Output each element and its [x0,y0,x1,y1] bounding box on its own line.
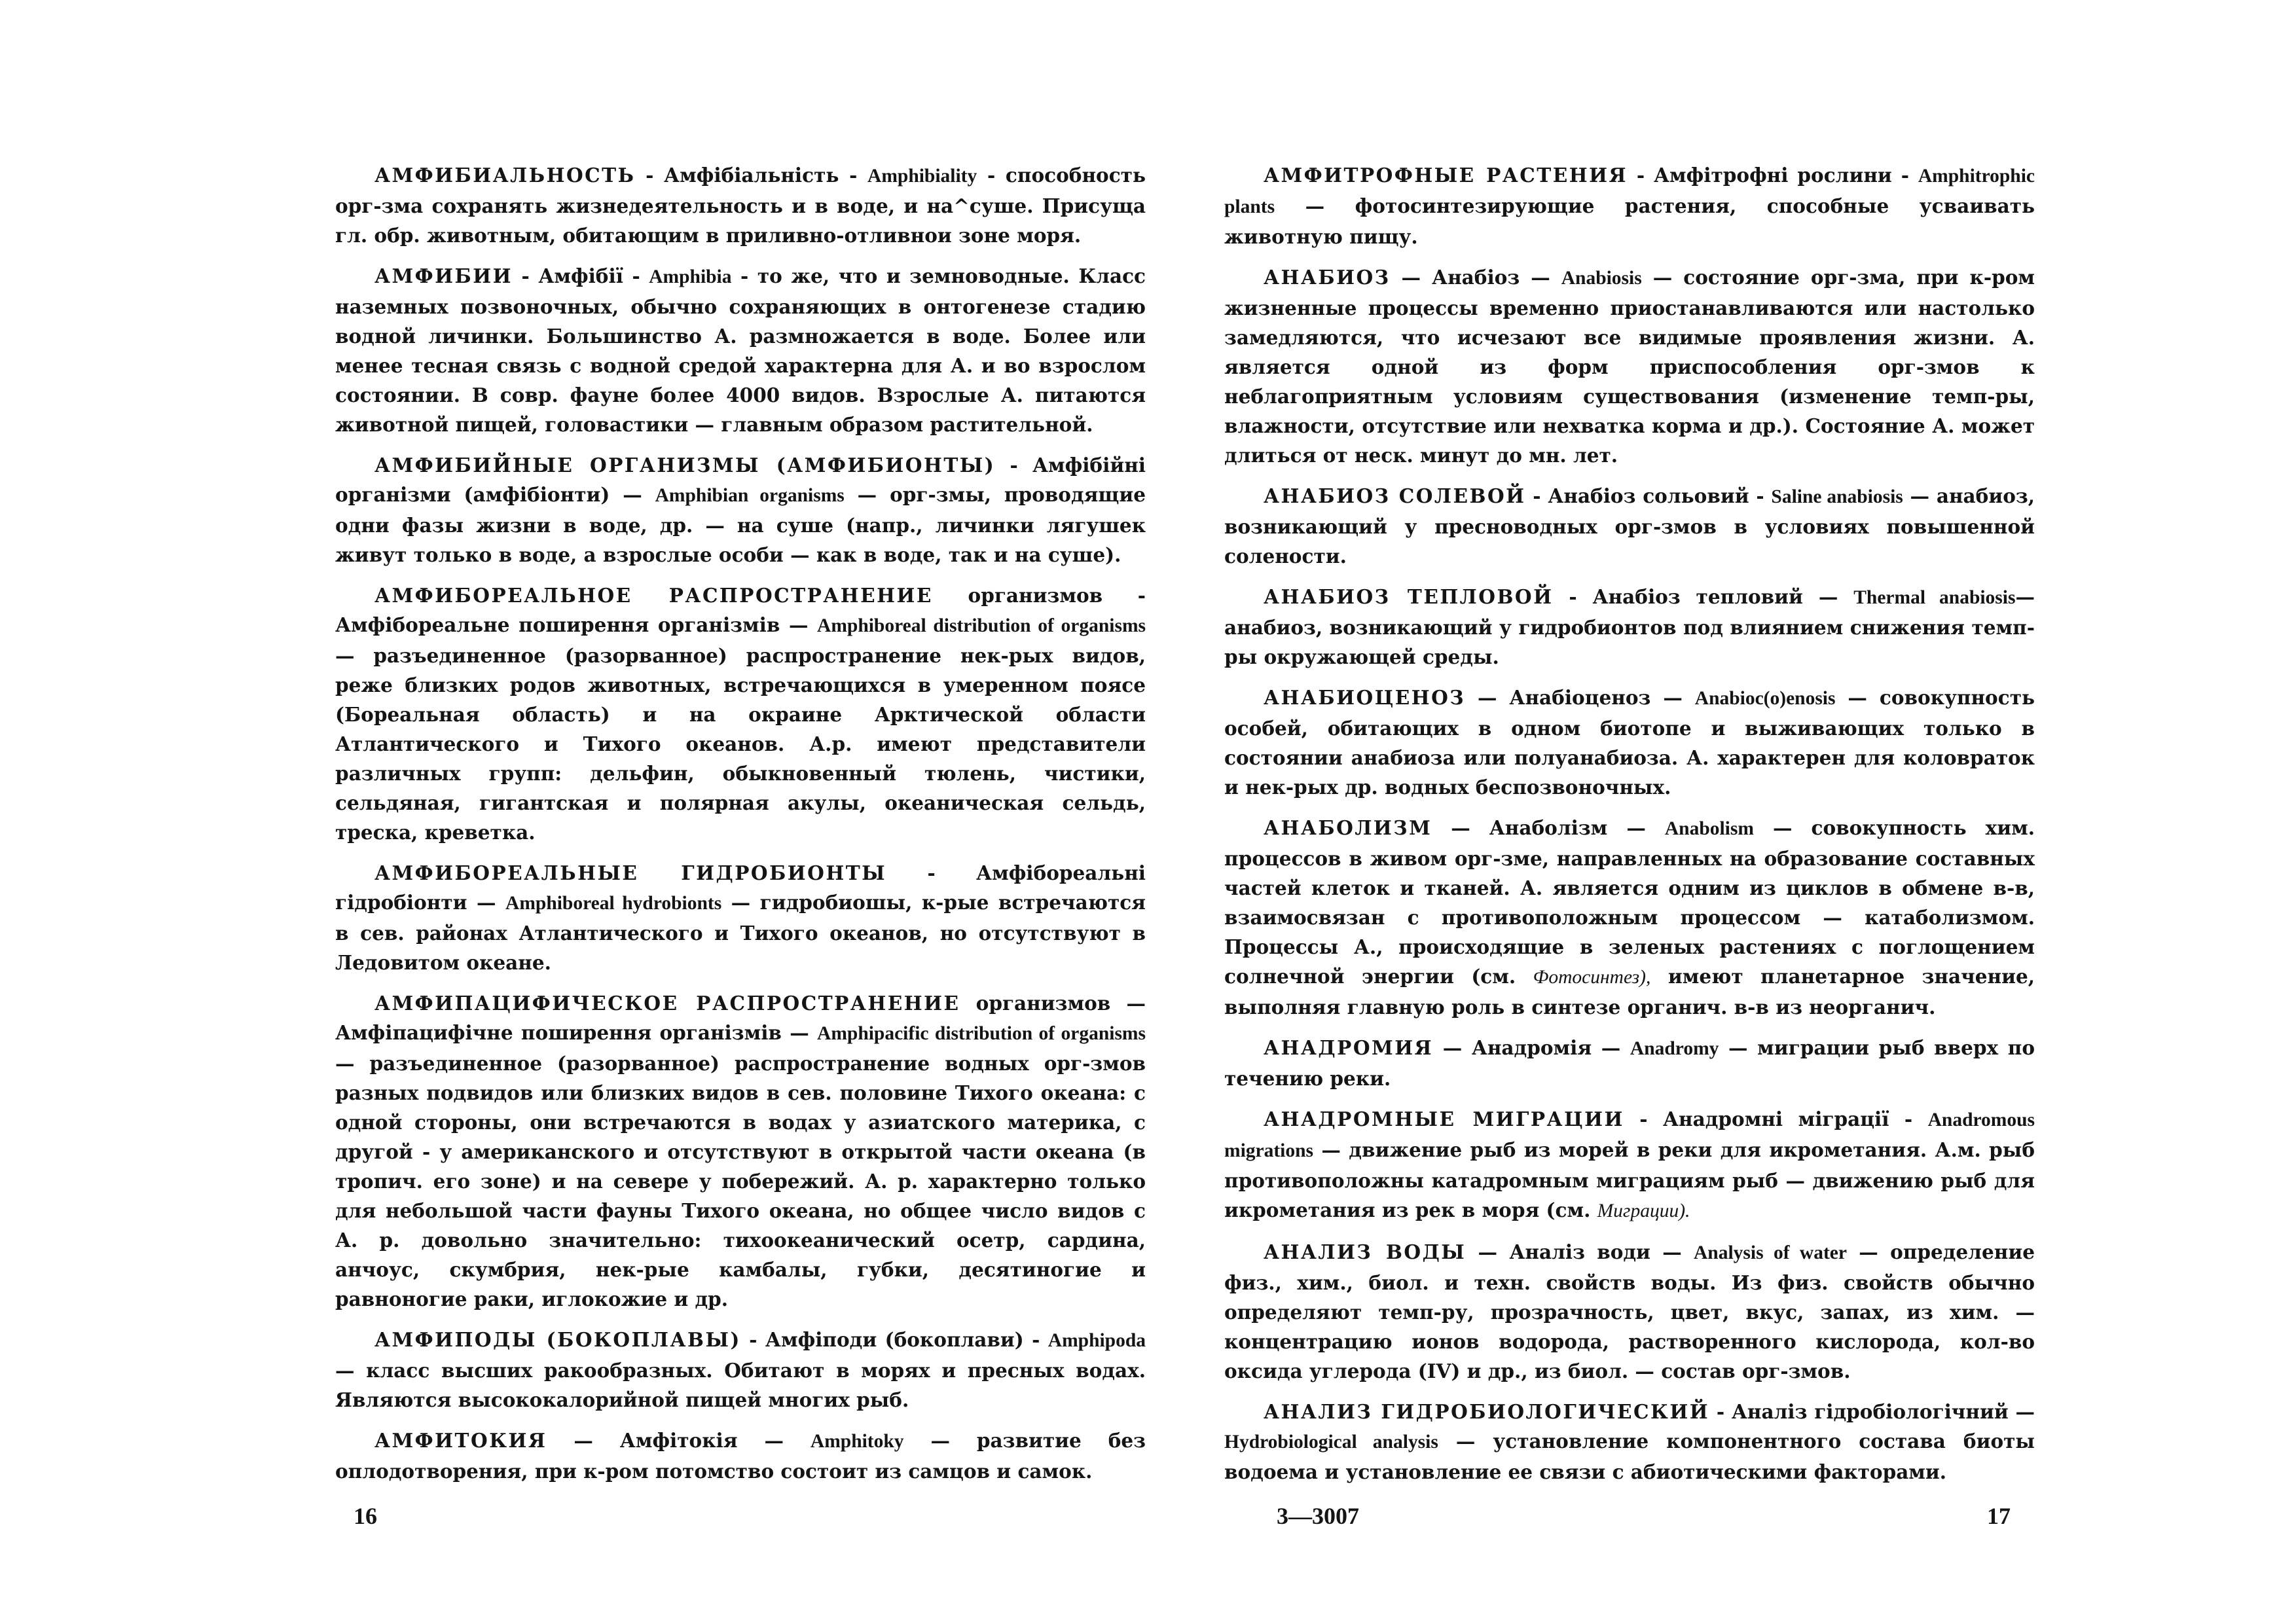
entry-english-term: Anabiosis [1561,268,1642,289]
entry-translation: - Анабіоз тепловий — [1553,585,1854,608]
entry-translation: — Анабіоз — [1390,266,1561,289]
entry-translation: - Амфібіальність - [635,164,868,187]
entry-english-term: Amphibian organisms [655,485,845,506]
entry-english-term: Anadromy [1630,1038,1719,1059]
entry-definition: — анабиоз, возникающий у пресноводных орг-змов в условиях повышенной солености. [1224,484,2035,568]
entry-translation: организмов - Амфібореальне поширення організмів — [335,584,1146,636]
entry-definition: — анабиоз, возникающий у гидробионтов под влиянием снижения темп-ры окружающей среды. [1224,585,2035,668]
entry-translation: - Анадромні міграції - [1624,1108,1928,1130]
dictionary-entry [1224,582,2035,672]
entry-english-term: Amphipoda [1048,1330,1146,1351]
entry-translation: — Анаболізм — [1432,816,1665,839]
entry-english-term: Amphiboreal hydrobionts [505,893,722,914]
dictionary-entry [335,450,1146,569]
dictionary-entry [1224,1104,2035,1226]
entry-english-term: Anadromous migrations [1224,1110,2035,1161]
entry-definition: — класс высших ракообразных. Обитают в морях и пресных водах. Являются высококалорийной пищей многих рыб. [335,1359,1146,1411]
entry-translation: - Анабіоз сольовий - [1525,484,1772,507]
entry-english-term: Analysis of water [1694,1242,1847,1263]
entry-headword: АМФИПАЦИФИЧЕСКОЕ РАСПРОСТРАНЕНИЕ [374,992,960,1015]
entry-definition: — гидробиошы, к-рые встречаются в сев. районах Атлантического и Тихого океанов, но отсутствуют в Ледовитом океане. [335,891,1146,974]
entry-english-term: Saline anabiosis [1771,486,1903,507]
entry-english-term: Amphitrophic plants [1224,166,2035,217]
entry-headword: АМФИБИИ [374,264,513,287]
entry-english-term: Amphibiality [867,166,977,187]
entry-translation: - Амфібореальні гідробіонти — [335,861,1146,914]
entry-translation: - Амфіподи (бокоплави) - [740,1328,1048,1351]
entry-translation: — Анадромія — [1433,1036,1630,1059]
entry-definition: — движение рыб из морей в реки для икрометания. А.м. рыб противоположны катадромным миграциям рыб — движению рыб для икрометания из рек в моря (см. [1224,1138,2035,1221]
entry-definition: — разъединенное (разорванное) распространение нек-рых видов, реже близких родов животных, встречающихся в умеренном поясе (Бореальная область) и на окраине Арктической области Атлантического и Тихого океанов. А.р. имеют представители различных групп: дельфин, обыкновенный тюлень, чистики, сельдяная, гигантская и полярная акулы, океаническая сельдь, треска, креветка. [335,644,1146,844]
entry-definition: — установление компонентного состава биоты водоема и установление ее связи с абиотическими факторами. [1224,1430,2035,1483]
entry-headword: АМФИТОКИЯ [374,1429,547,1452]
entry-definition-tail: имеют планетарное значение, выполняя главную роль в синтезе органич. в-в из неорганич. [1224,965,2035,1019]
page-number-left: 16 [354,1503,377,1529]
entry-english-term: Hydrobiological analysis [1224,1432,1438,1453]
entry-english-term: Amphipacific distribution of organisms [817,1023,1146,1044]
entry-translation: — Амфітокія — [547,1429,811,1452]
entry-definition: — фотосинтезирующие растения, способные усваивать животную пищу. [1224,194,2035,248]
entry-headword: АНАЛИЗ ГИДРОБИОЛОГИЧЕСКИЙ [1264,1400,1710,1423]
entry-headword: АНАДРОМНЫЕ МИГРАЦИИ [1264,1108,1624,1130]
entry-headword: АНАБИОЗ ТЕПЛОВОЙ [1264,585,1554,608]
entry-definition: — состояние орг-зма, при к-ром жизненные процессы временно приостанавливаются или настолько замедляются, что исчезают все видимые проявления жизни. А. является одной из форм приспособления орг-змов к неблагоприятным условиям существования (изменение темп-ры, влажности, отсутствие или нехватка корма и др.). Состояние А. может длиться от неск. минут до мн. лет. [1224,266,2035,467]
entry-definition: - то же, что и земноводные. Класс наземных позвоночных, обычно сохраняющих в онтогенезе стадию водной личинки. Большинство А. размножается в воде. Более или менее тесная связь с водной средой характерна для А. и во взрослом состоянии. В совр. фауне более 4000 видов. Взрослые А. питаются животной пищей, головастики — главным образом растительной. [335,264,1146,436]
entry-headword: АМФИБИАЛЬНОСТЬ [374,164,636,187]
dictionary-entry [1224,1397,2035,1487]
printer-signature: 3—3007 [1277,1503,1359,1529]
right-page-column [1224,160,2035,1498]
entry-translation: — Анабіоценоз — [1465,686,1695,709]
entry-translation: - Аналіз гідробіологічний — [1709,1400,2035,1423]
dictionary-entry [335,1426,1146,1486]
entry-headword: АНАБОЛИЗМ [1264,816,1432,839]
entry-english-term: Thermal anabiosis [1853,587,2016,608]
dictionary-entry [335,261,1146,439]
entry-translation: — Аналіз води — [1466,1240,1694,1263]
dictionary-entry [1224,1237,2035,1386]
dictionary-entry [1224,1033,2035,1093]
entry-headword: АНАДРОМИЯ [1264,1036,1434,1059]
dictionary-entry [335,988,1146,1314]
entry-cross-reference: Миграции). [1597,1200,1690,1221]
entry-translation: - Амфітрофні рослини - [1627,164,1918,187]
entry-english-term: Amphibia [649,266,732,287]
left-page-column [335,160,1146,1497]
dictionary-entry [335,858,1146,977]
page-number-right: 17 [1987,1503,2011,1529]
entry-headword: АМФИБОРЕАЛЬНОЕ РАСПРОСТРАНЕНИЕ [374,584,933,607]
entry-english-term: Anabioc(o)enosis [1694,688,1836,709]
dictionary-entry [1224,160,2035,251]
entry-cross-reference: Фотосинтез), [1533,967,1651,988]
dictionary-entry [1224,262,2035,470]
entry-definition: — разъединенное (разорванное) распространение водных орг-змов разных подвидов или близких видов в сев. половине Тихого океана: с одной стороны, они встречаются в водах у азиатского материка, с другой - у американского и отсутствуют в открытой части океана (в тропич. его зоне) и на севере у побережий. А. р. характерно только для небольшой части фауны Тихого океана, но общее число видов с А. р. довольно значительно: тихоокеанический осетр, сардина, анчоус, скумбрия, нек-рые камбалы, губки, десятиногие и равноногие раки, иглокожие и др. [335,1052,1146,1310]
entry-definition: — развитие без оплодотворения, при к-ром потомство состоит из самцов и самок. [335,1429,1146,1483]
dictionary-entry [335,1325,1146,1415]
entry-headword: АНАБИОЗ [1264,266,1391,289]
entry-headword: АНАБИОЗ СОЛЕВОЙ [1264,484,1526,507]
dictionary-entry [335,160,1146,250]
entry-headword: АМФИТРОФНЫЕ РАСТЕНИЯ [1264,164,1628,187]
entry-headword: АНАЛИЗ ВОДЫ [1264,1240,1467,1263]
entry-headword: АМФИБИЙНЫЕ ОРГАНИЗМЫ (АМФИБИОНТЫ) [374,454,996,477]
entry-headword: АНАБИОЦЕНОЗ [1264,686,1466,709]
entry-definition: — совокупность хим. процессов в живом орг-зме, направленных на образование составных частей клеток и тканей. А. является одним из циклов в обмене в-в, взаимосвязан с противоположным процессом — катаболизмом. Процессы А., происходящие в зеленых растениях с поглощением солнечной энергии (см. [1224,816,2035,988]
entry-definition: — определение физ., хим., биол. и техн. свойств воды. Из физ. свойств обычно определяют темп-ру, прозрачность, цвет, вкус, запах, из хим. — концентрацию ионов водорода, растворенного кислорода, кол-во оксида углерода (IV) и др., из биол. — состав орг-змов. [1224,1240,2035,1382]
dictionary-entry [1224,813,2035,1022]
entry-headword: АМФИПОДЫ (БОКОПЛАВЫ) [374,1328,741,1351]
entry-translation: - Амфібійні організми (амфібіонти) — [335,454,1146,506]
entry-translation: организмов — Амфіпацифічне поширення організмів — [335,992,1146,1044]
entry-definition: - способность орг-зма сохранять жизнедеятельность и в воде, и на^суше. Присуща гл. обр. животным, обитающим в приливно-отливнои зоне моря. [335,164,1146,247]
dictionary-entry [1224,481,2035,571]
dictionary-entry [335,581,1146,847]
entry-english-term: Anabolism [1664,818,1754,839]
entry-english-term: Amphitoky [810,1431,904,1452]
entry-english-term: Amphiboreal distribution of organisms [817,615,1146,636]
entry-translation: - Амфібії - [513,264,649,287]
entry-definition: — совокупность особей, обитающих в одном биотопе и выживающих только в состоянии анабиоза или полуанабиоза. А. характерен для коловраток и нек-рых др. водных беспозвоночных. [1224,686,2035,799]
entry-definition: — миграции рыб вверх по течению реки. [1224,1036,2035,1090]
entry-definition: — орг-змы, проводящие одни фазы жизни в воде, др. — на суше (напр., личинки лягушек живут только в воде, а взрослые особи — как в воде, так и на суше). [335,483,1146,566]
entry-headword: АМФИБОРЕАЛЬНЫЕ ГИДРОБИОНТЫ [374,861,887,884]
dictionary-entry [1224,683,2035,802]
